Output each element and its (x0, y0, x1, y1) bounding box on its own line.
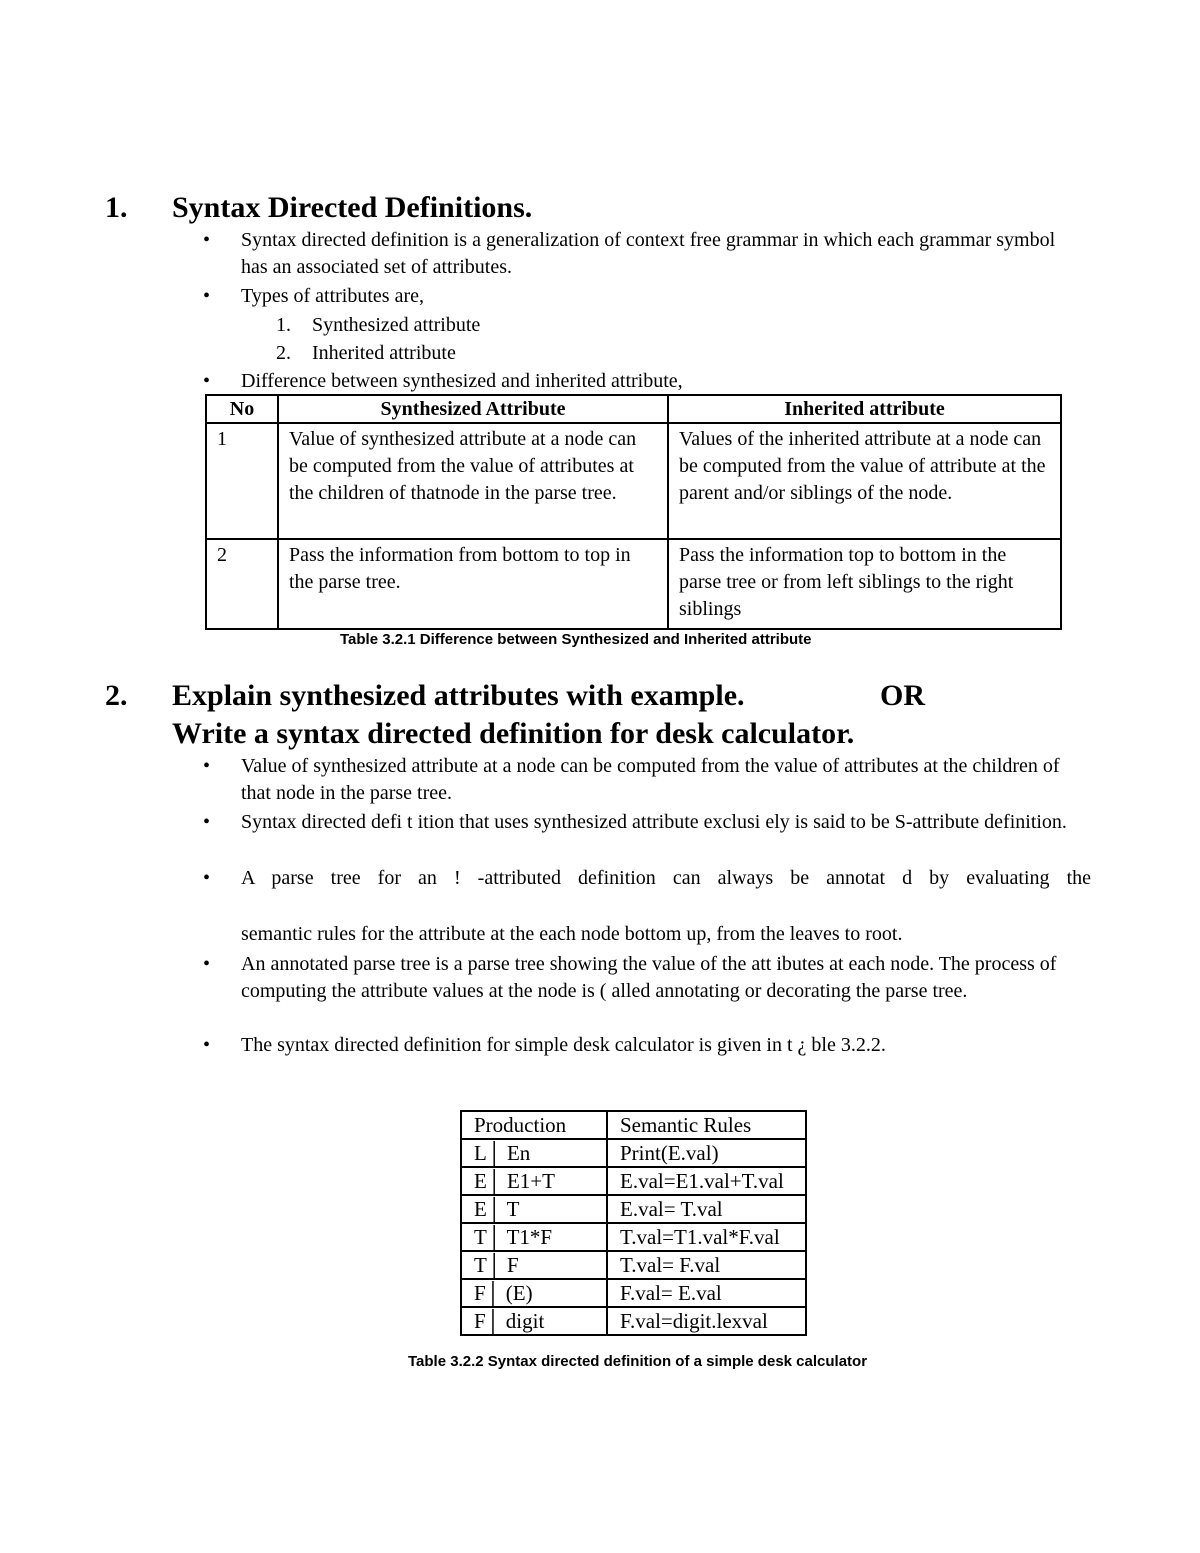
table-row (206, 539, 1061, 629)
section-2-number: 2. (105, 679, 128, 712)
semantic-rule-cell: F.val=digit.lexval (607, 1307, 806, 1335)
production-cell: F│ (E) (461, 1279, 607, 1307)
table-row (461, 1167, 806, 1195)
bullet-dot: • (203, 755, 211, 777)
table-cell: Values of the inherited attribute at a node can be computed from the value of attribute at the parent and/or siblings of the node. (668, 423, 1061, 539)
table-row (461, 1251, 806, 1279)
section-2-heading (105, 678, 1005, 758)
semantic-rule-cell: T.val= F.val (607, 1251, 806, 1279)
bullet-dot: • (203, 1034, 211, 1056)
table-header: Semantic Rules (607, 1111, 806, 1139)
section-1-number: 1. (105, 191, 128, 224)
bullet-text: semantic rules for the attribute at the each node bottom up, from the leaves to root. (241, 923, 903, 945)
table-header: Synthesized Attribute (278, 395, 668, 423)
table-row (461, 1307, 806, 1335)
bullet-text: Value of synthesized attribute at a node can be computed from the value of attributes at the children of that node in the parse tree. (241, 755, 1060, 804)
semantic-rule-cell: F.val= E.val (607, 1279, 806, 1307)
table-caption: Table 3.2.1 Difference between Synthesized and Inherited attribute (340, 631, 812, 648)
table-header-row (461, 1111, 806, 1139)
table-row (461, 1195, 806, 1223)
bullet-dot: • (203, 285, 211, 307)
table-row (461, 1223, 806, 1251)
bullet-text: Syntax directed definition is a generalization of context free grammar in which each grammar symbol has an associated set of attributes. (241, 229, 1056, 278)
bullet-dot: • (203, 229, 211, 251)
bullet-text: Types of attributes are, (241, 285, 424, 307)
semantic-rule-cell: Print(E.val) (607, 1139, 806, 1167)
attribute-type-label: Inherited attribute (312, 342, 456, 364)
attribute-type-number: 2. (276, 342, 291, 364)
table-header: Production (461, 1111, 607, 1139)
production-cell: L│ En (461, 1139, 607, 1167)
bullet-dot: • (203, 953, 211, 975)
production-cell: T│ F (461, 1251, 607, 1279)
section-2-title-2: Write a syntax directed definition for desk calculator. (172, 717, 855, 750)
table-cell: 2 (206, 539, 278, 629)
production-cell: F│ digit (461, 1307, 607, 1335)
table-header-row (206, 395, 1061, 423)
bullet-text: Difference between synthesized and inherited attribute, (241, 370, 683, 392)
semantic-rule-cell: T.val=T1.val*F.val (607, 1223, 806, 1251)
table-cell: Pass the information from bottom to top in the parse tree. (278, 539, 668, 629)
production-cell: E│ T (461, 1195, 607, 1223)
table-row (461, 1279, 806, 1307)
bullet-text: A parse tree for an ! -attributed definition can always be annotat d by evaluating the (241, 867, 1091, 889)
production-cell: E│ E1+T (461, 1167, 607, 1195)
bullet-dot: • (203, 867, 211, 889)
table-header: No (206, 395, 278, 423)
table-header: Inherited attribute (668, 395, 1061, 423)
attribute-type-item (276, 339, 456, 367)
attribute-type-item (276, 311, 480, 339)
section-2-or: OR (880, 679, 925, 712)
table-caption: Table 3.2.2 Syntax directed definition of a simple desk calculator (408, 1353, 868, 1370)
attribute-type-number: 1. (276, 314, 291, 336)
section-2-title: Explain synthesized attributes with example. (172, 679, 745, 712)
table-cell: Value of synthesized attribute at a node can be computed from the value of attributes at the children of thatnode in the parse tree. (278, 423, 668, 539)
table-cell: Pass the information top to bottom in the parse tree or from left siblings to the right siblings (668, 539, 1061, 629)
production-cell: T│ T1*F (461, 1223, 607, 1251)
comparison-table (205, 394, 1062, 630)
bullet-text: Syntax directed defi t ition that uses synthesized attribute exclusi ely is said to be S-attribute definition. (241, 811, 1067, 833)
table-row (206, 423, 1061, 539)
semantic-rule-cell: E.val= T.val (607, 1195, 806, 1223)
table-row (461, 1139, 806, 1167)
sdd-table (460, 1110, 807, 1336)
table-cell: 1 (206, 423, 278, 539)
bullet-text: The syntax directed definition for simple desk calculator is given in t ¿ ble 3.2.2. (241, 1034, 886, 1056)
bullet-text: An annotated parse tree is a parse tree showing the value of the att ibutes at each node. The process of computing the attribute values at the node is ( alled annotating or decorating the parse tree. (241, 953, 1057, 1002)
attribute-type-label: Synthesized attribute (312, 314, 481, 336)
section-1-title: Syntax Directed Definitions. (172, 191, 533, 224)
bullet-dot: • (203, 370, 211, 392)
bullet-dot: • (203, 811, 211, 833)
semantic-rule-cell: E.val=E1.val+T.val (607, 1167, 806, 1195)
